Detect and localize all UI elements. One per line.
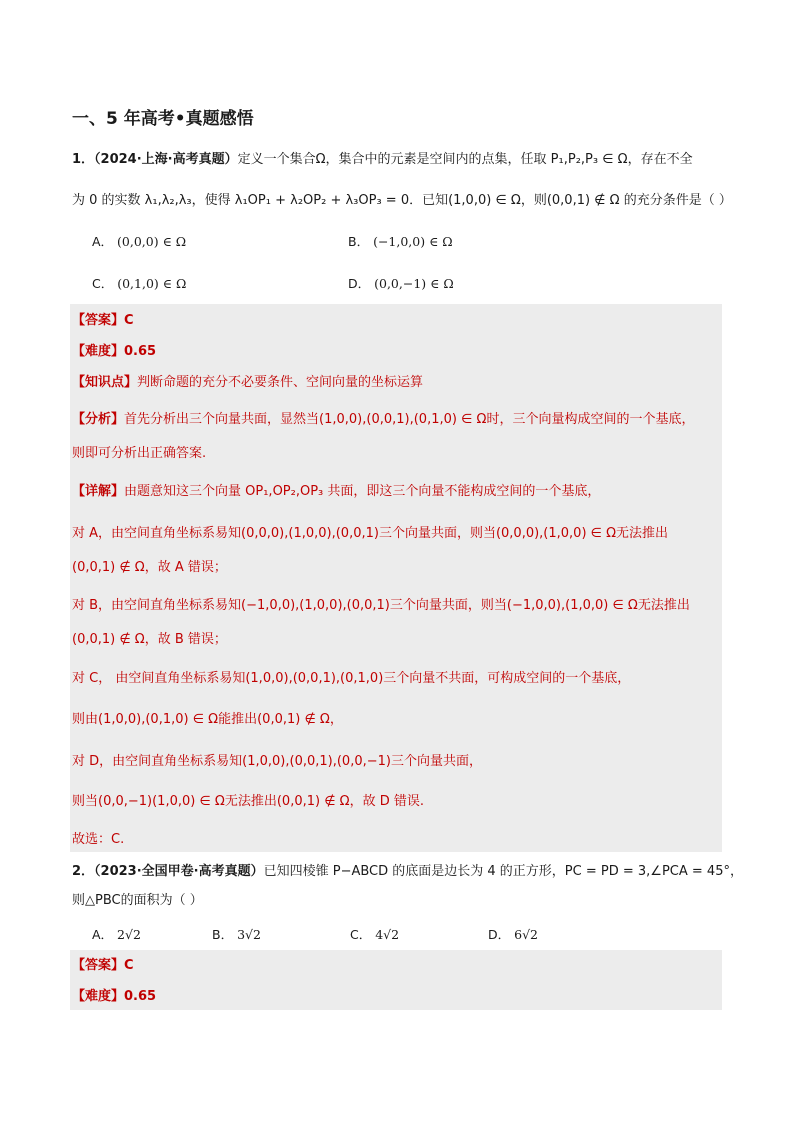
knowledge-text: 判断命题的充分不必要条件、空间向量的坐标运算: [137, 375, 424, 390]
option-label: C．: [350, 927, 372, 942]
q1-difficulty: [72, 342, 156, 362]
difficulty-tag: 【难度】: [72, 344, 125, 359]
q2-solution-panel: [70, 950, 722, 1010]
option-label: A．: [92, 927, 114, 942]
option-text: (0,0,−1) ∈ Ω: [374, 276, 454, 291]
q1-source: （2024·上海·高考真题）: [94, 152, 238, 167]
detail-text1: 由题意知这三个向量 OP₁,OP₂,OP₃ 共面，即这三个向量不能构成空间的一个基底，: [124, 484, 601, 499]
q1-detail-d1: 对 D，由空间直角坐标系易知(1,0,0),(0,0,1),(0,0,−1)三个向量共面，: [72, 754, 482, 769]
difficulty-tag: 【难度】: [72, 989, 125, 1004]
q1-number: 1．: [72, 152, 95, 167]
option-text: 2√2: [117, 927, 141, 942]
answer-value: C: [124, 313, 134, 328]
option-text: (0,0,0) ∈ Ω: [117, 234, 187, 249]
option-label: B．: [212, 927, 234, 942]
q2-stem-text1: 已知四棱锥 P−ABCD 的底面是边长为 4 的正方形，PC = PD = 3,∠PCA = 45°，: [263, 864, 743, 879]
q1-analysis-line2: 则即可分析出正确答案.: [72, 446, 207, 461]
q1-detail-c1: 对 C， 由空间直角坐标系易知(1,0,0),(0,0,1),(0,1,0)三个向量不共面，可构成空间的一个基底，: [72, 671, 631, 686]
answer-value: C: [124, 958, 134, 973]
q2-number: 2．: [72, 864, 95, 879]
q2-stem-line2: 则△PBC的面积为（ ）: [72, 893, 203, 908]
q1-stem-line2: 为 0 的实数 λ₁,λ₂,λ₃，使得 λ₁OP₁ + λ₂OP₂ + λ₃OP₃ = 0．已知(1,0,0) ∈ Ω，则(0,0,1) ∉ Ω 的充分条件是（ ）: [72, 193, 732, 208]
q1-answer: [72, 311, 134, 331]
q1-detail-a1: 对 A，由空间直角坐标系易知(0,0,0),(1,0,0),(0,0,1)三个向量共面，则当(0,0,0),(1,0,0) ∈ Ω无法推出: [72, 526, 669, 541]
q1-detail-b1: 对 B，由空间直角坐标系易知(−1,0,0),(1,0,0),(0,0,1)三个向量共面，则当(−1,0,0),(1,0,0) ∈ Ω无法推出: [72, 598, 690, 613]
option-label: C．: [92, 276, 114, 291]
answer-tag: 【答案】: [72, 958, 125, 973]
answer-tag: 【答案】: [72, 313, 125, 328]
knowledge-tag: 【知识点】: [72, 375, 138, 390]
analysis-text1: 首先分析出三个向量共面，显然当(1,0,0),(0,0,1),(0,1,0) ∈ Ω时，三个向量构成空间的一个基底，: [124, 412, 695, 427]
q2-source: （2023·全国甲卷·高考真题）: [94, 864, 264, 879]
option-label: B．: [348, 234, 370, 249]
difficulty-value: 0.65: [124, 344, 157, 359]
option-label: A．: [92, 234, 114, 249]
q1-knowledge: [72, 373, 423, 393]
option-text: 4√2: [375, 927, 400, 942]
q1-option-c[interactable]: [92, 274, 186, 292]
q1-detail-b2: (0,0,1) ∉ Ω，故 B 错误；: [72, 632, 227, 647]
q1-option-a[interactable]: [92, 232, 186, 250]
option-label: D．: [348, 276, 371, 291]
detail-tag: 【详解】: [72, 484, 125, 499]
q1-option-b[interactable]: [348, 232, 453, 250]
option-text: 3√2: [237, 927, 261, 942]
q1-conclusion: 故选：C.: [72, 832, 125, 847]
q2-answer: [72, 956, 134, 976]
q1-option-d[interactable]: [348, 274, 454, 292]
q1-detail-line1: [72, 482, 600, 502]
q2-option-c[interactable]: [350, 925, 399, 943]
q1-detail-a2: (0,0,1) ∉ Ω，故 A 错误；: [72, 560, 227, 575]
q2-option-d[interactable]: [488, 925, 538, 943]
option-text: 6√2: [514, 927, 538, 942]
q1-analysis-line1: [72, 410, 694, 430]
q2-option-a[interactable]: [92, 925, 141, 943]
q1-detail-d2: 则当(0,0,−1)(1,0,0) ∈ Ω无法推出(0,0,1) ∉ Ω，故 D 错误.: [72, 794, 425, 809]
q2-stem-line1: [72, 862, 743, 882]
q2-difficulty: [72, 987, 156, 1007]
q1-stem-line1: [72, 150, 693, 170]
option-label: D．: [488, 927, 511, 942]
q2-option-b[interactable]: [212, 925, 261, 943]
q1-stem-text1: 定义一个集合Ω，集合中的元素是空间内的点集，任取 P₁,P₂,P₃ ∈ Ω，存在不全: [237, 152, 693, 167]
difficulty-value: 0.65: [124, 989, 157, 1004]
q1-detail-c2: 则由(1,0,0),(0,1,0) ∈ Ω能推出(0,0,1) ∉ Ω，: [72, 712, 343, 727]
option-text: (0,1,0) ∈ Ω: [117, 276, 187, 291]
section-title: 一、5 年高考•真题感悟: [72, 109, 254, 129]
analysis-tag: 【分析】: [72, 412, 125, 427]
option-text: (−1,0,0) ∈ Ω: [373, 234, 453, 249]
